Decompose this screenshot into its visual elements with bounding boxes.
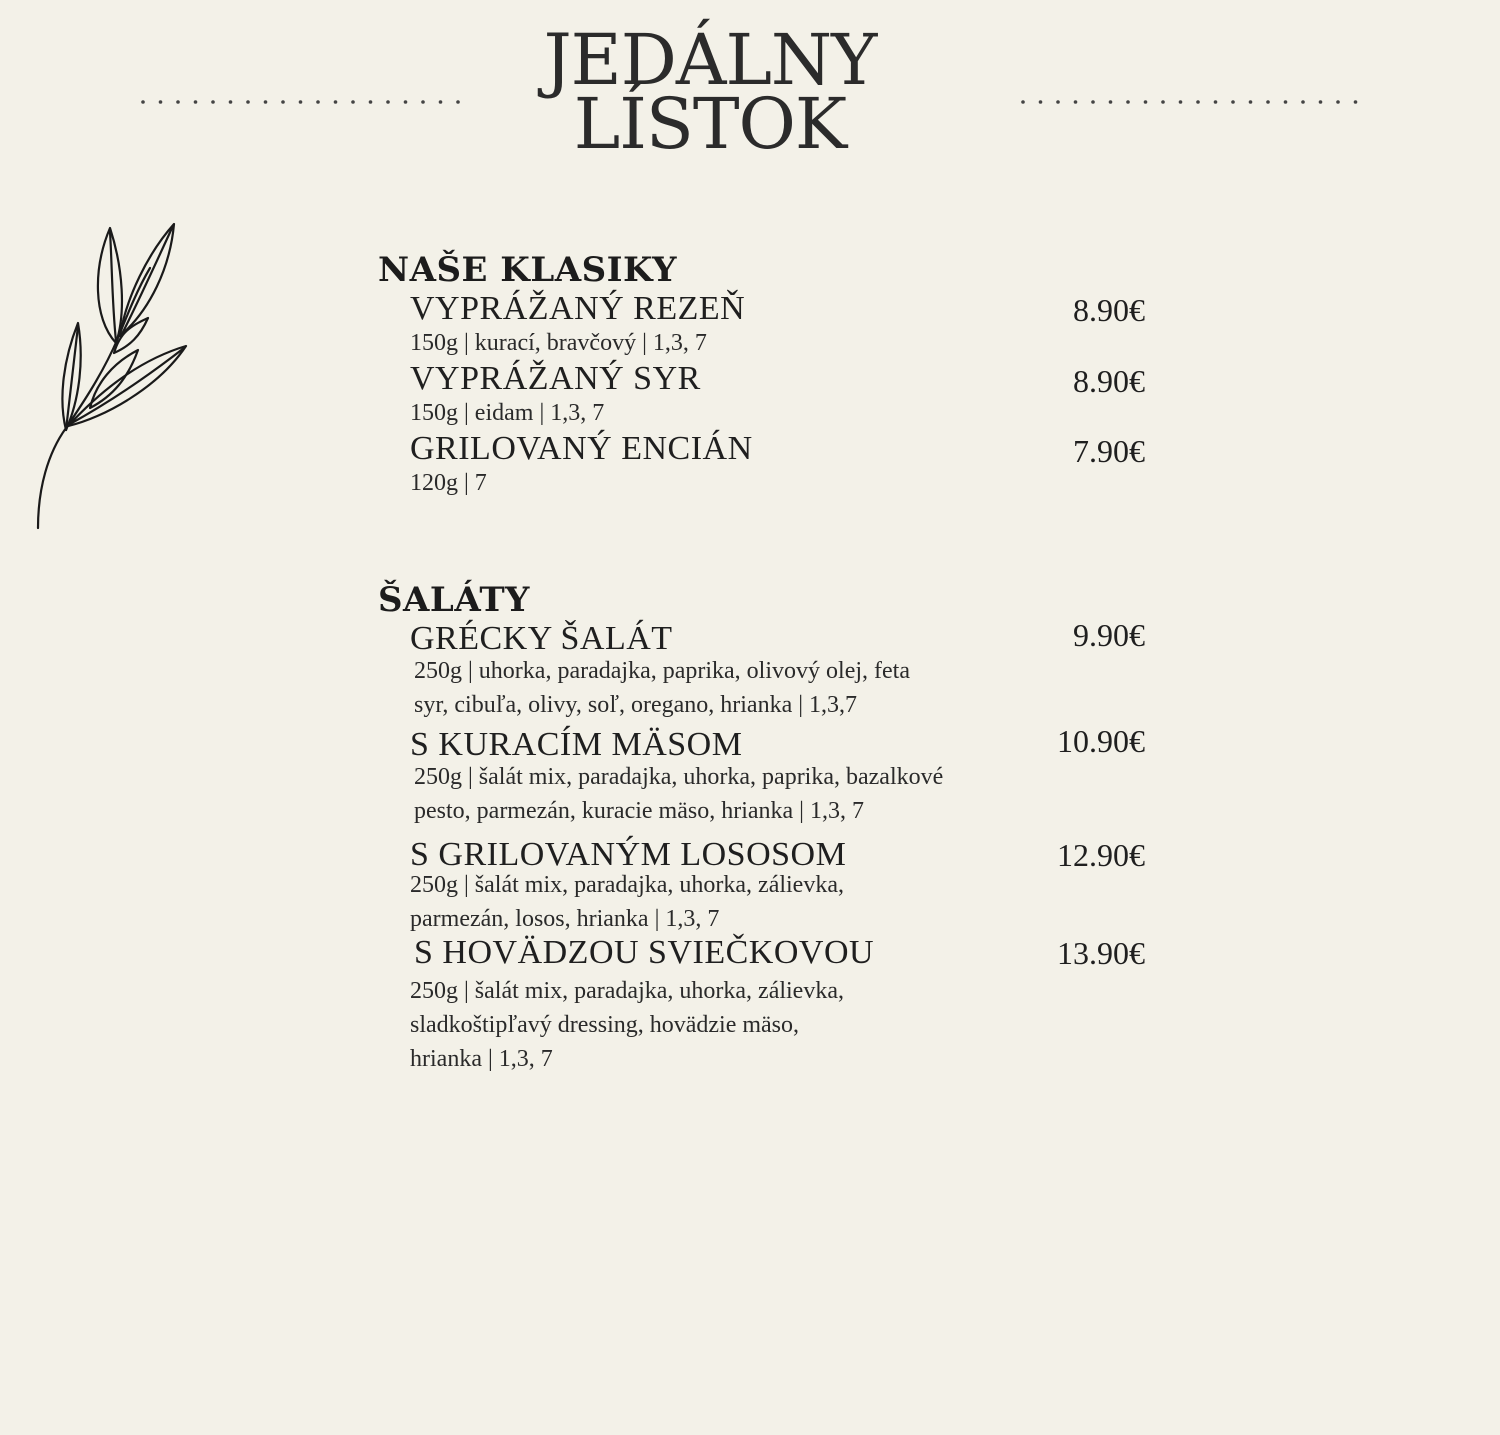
menu-item-name: VYPRÁŽANÝ SYR [410,360,701,397]
menu-item-price: 13.90€ [1057,935,1145,971]
menu-item-name: S KURACÍM MÄSOM [410,726,743,763]
menu-item-description: hrianka | 1,3, 7 [410,1046,553,1072]
menu-item-description: 250g | šalát mix, paradajka, uhorka, paprika, bazalkové [414,764,944,790]
menu-item-price: 9.90€ [1073,617,1145,653]
menu-item-name: GRILOVANÝ ENCIÁN [410,430,753,467]
page-title [500,19,920,165]
section-title: NAŠE KLASIKY [378,250,677,290]
menu-item-description: 250g | uhorka, paradajka, paprika, olivový olej, feta [414,658,910,684]
dotted-line-left [140,96,475,108]
menu-item-name: S HOVÄDZOU SVIEČKOVOU [414,934,875,971]
menu-item-description: pesto, parmezán, kuracie mäso, hrianka | 1,3, 7 [414,798,864,824]
menu-item-description: parmezán, losos, hrianka | 1,3, 7 [410,906,720,932]
menu-item-name: GRÉCKY ŠALÁT [410,620,673,657]
menu-item-description: 150g | kurací, bravčový | 1,3, 7 [410,330,707,356]
dotted-line-right [1020,96,1360,108]
title-line-2: LÍSTOK [573,83,847,165]
leaf-branch-icon [28,218,198,538]
menu-item-name: VYPRÁŽANÝ REZEŇ [410,290,746,327]
menu-item-description: sladkoštipľavý dressing, hovädzie mäso, [410,1012,800,1038]
menu-item-price: 8.90€ [1073,363,1145,399]
menu-item-description: 250g | šalát mix, paradajka, uhorka, zálievka, [410,978,844,1004]
menu-item-description: 150g | eidam | 1,3, 7 [410,400,605,426]
menu-item-price: 10.90€ [1057,723,1145,759]
menu-item-price: 8.90€ [1073,292,1145,328]
menu-item-price: 12.90€ [1057,837,1145,873]
title-line-1: JEDÁLNY [543,19,877,101]
menu-item-description: 250g | šalát mix, paradajka, uhorka, zálievka, [410,872,844,898]
menu-item-name: S GRILOVANÝM LOSOSOM [410,836,847,873]
menu-item-description: syr, cibuľa, olivy, soľ, oregano, hrianka | 1,3,7 [414,692,858,718]
menu-item-price: 7.90€ [1073,433,1145,469]
menu-item-description: 120g | 7 [410,470,487,496]
section-title: ŠALÁTY [378,580,530,620]
